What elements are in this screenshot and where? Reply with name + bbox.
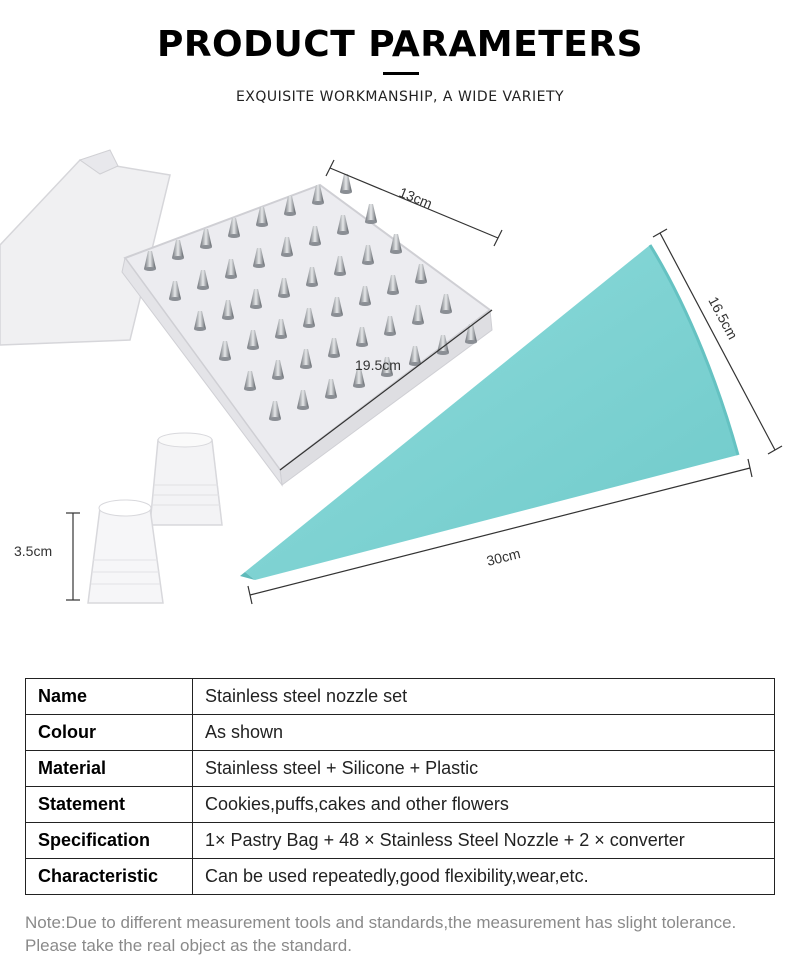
table-row — [26, 787, 775, 823]
param-value: Stainless steel nozzle set — [193, 679, 775, 715]
box-width-label: 13cm — [396, 183, 435, 212]
bag-length-label: 30cm — [484, 545, 522, 569]
title-underline — [383, 72, 419, 75]
box-lid — [0, 150, 170, 345]
page-title: PRODUCT PARAMETERS — [156, 24, 644, 65]
param-key: Statement — [26, 787, 193, 823]
param-key: Name — [26, 679, 193, 715]
param-value: Can be used repeatedly,good flexibility,wear,etc. — [193, 859, 775, 895]
param-value: Stainless steel + Silicone + Plastic — [193, 751, 775, 787]
nozzle-item — [365, 204, 377, 224]
page-subtitle: EXQUISITE WORKMANSHIP, A WIDE VARIETY — [235, 89, 565, 105]
box-length-label: 19.5cm — [355, 357, 401, 373]
param-value: 1× Pastry Bag + 48 × Stainless Steel Nozzle + 2 × converter — [193, 823, 775, 859]
param-key: Colour — [26, 715, 193, 751]
table-row — [26, 859, 775, 895]
bag-width-label: 16.5cm — [705, 293, 742, 342]
converter-height-label: 3.5cm — [14, 543, 53, 559]
param-key: Material — [26, 751, 193, 787]
table-row — [26, 823, 775, 859]
param-key: Characteristic — [26, 859, 193, 895]
param-value: As shown — [193, 715, 775, 751]
table-row — [26, 715, 775, 751]
param-value: Cookies,puffs,cakes and other flowers — [193, 787, 775, 823]
product-illustration — [0, 140, 800, 640]
converter-set — [88, 433, 222, 603]
table-row — [26, 679, 775, 715]
parameters-table — [25, 678, 775, 895]
param-key: Specification — [26, 823, 193, 859]
measurement-note: Note:Due to different measurement tools and standards,the measurement has slight tolerance. Please take the real object as the standard. — [25, 913, 737, 955]
table-row — [26, 751, 775, 787]
